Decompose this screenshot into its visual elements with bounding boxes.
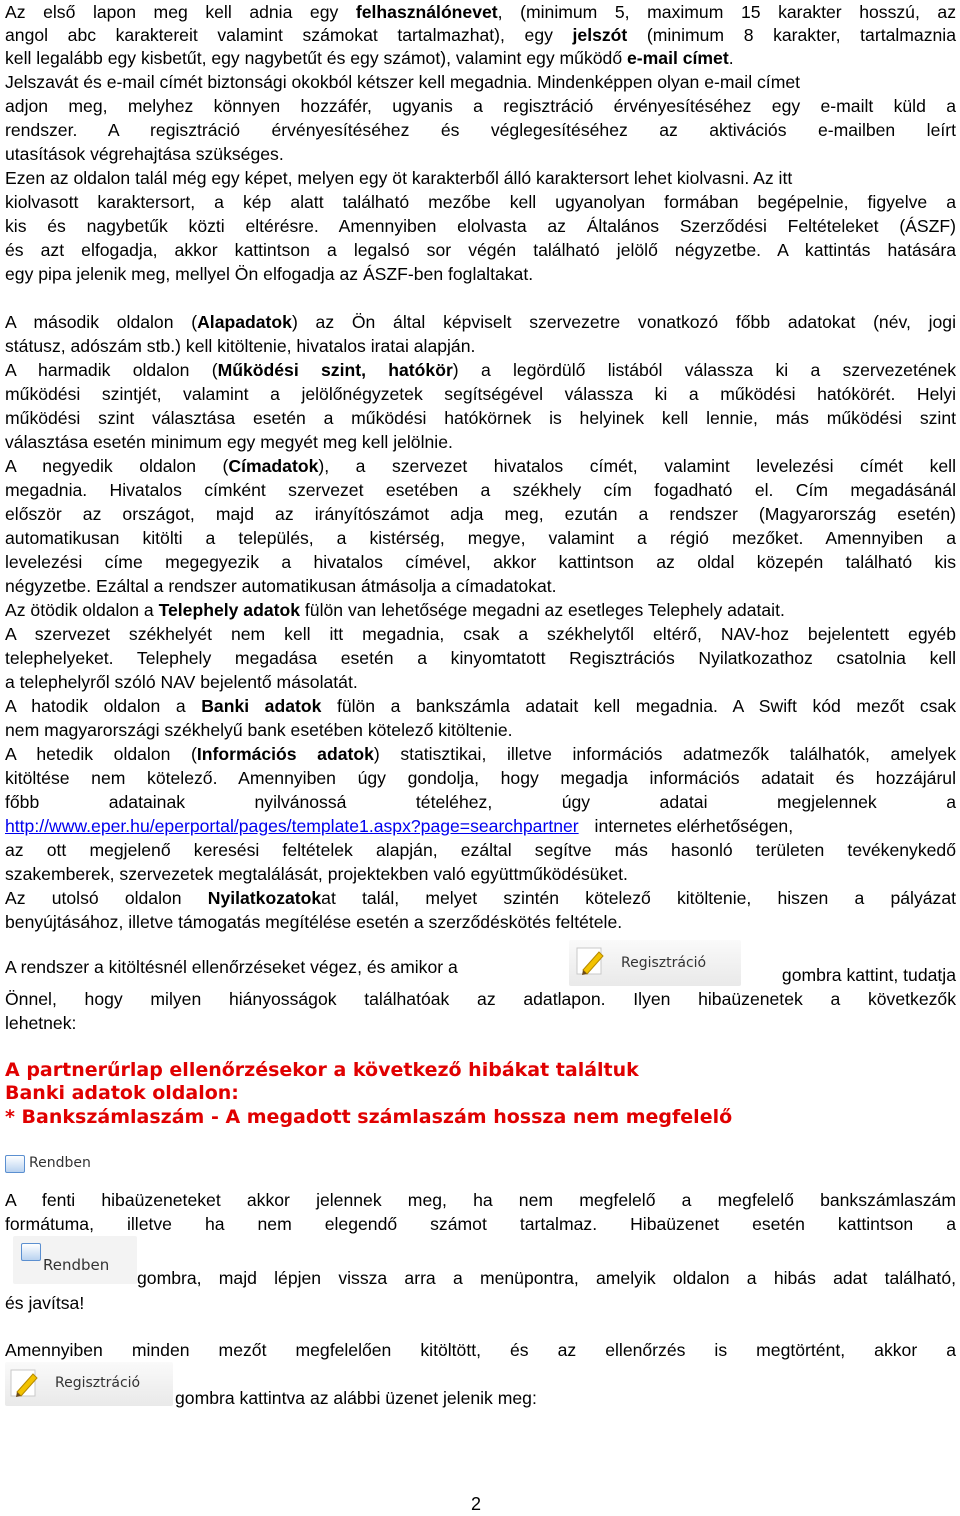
window-icon (21, 1243, 41, 1261)
text-line: levelezési címe megegyezik a hivatalos címével, akkor kattintson az oldal közepén található kis (5, 552, 956, 572)
text-line: gombra, majd lépjen vissza arra a menüpontra, amelyik oldalon a hibás adat található, (137, 1268, 956, 1288)
text-line: benyújtásához, illetve támogatás megítélése esetén a szerződéskötés feltétele. (5, 912, 623, 932)
window-icon (5, 1155, 25, 1173)
ok-button-inline[interactable] (13, 1236, 137, 1284)
pencil-icon (575, 946, 605, 976)
text-line: státusz, adószám stb.) kell kitöltenie, hivatalos iratai alapján. (5, 336, 476, 356)
error-detail: * Bankszámlaszám - A megadott számlaszám hossza nem megfelelő (5, 1106, 733, 1128)
text-line: telephelyeket. Telephely megadása esetén a kinyomtatott Regisztrációs Nyilatkozathoz csatolnia kell (5, 648, 956, 668)
text-line: utasítások végrehajtása szükséges. (5, 144, 284, 164)
text-line: angol abc karaktereit valamint számokat tartalmazhat), egy jelszót (minimum 8 karakter, tartalmaznia (5, 25, 956, 45)
text-line: működési szintjét, valamint a jelölőnégyzetek segítségével válassza ki a működési hatókörét. Helyi (5, 384, 956, 404)
text-line: és javítsa! (5, 1293, 85, 1313)
text-line: egy pipa jelenik meg, mellyel Ön elfogadja az ÁSZF-ben foglaltakat. (5, 264, 534, 284)
text-line: Önnel, hogy milyen hiányosságok találhatóak az adatlapon. Ilyen hibaüzenetek a következők (5, 989, 956, 1009)
text-line: először az országot, majd az irányítószámot adja meg, ezután a rendszer (Magyarország esetén) (5, 504, 956, 524)
text-line: rendszer. A regisztráció érvényesítéséhez és véglegesítéséhez az aktivációs e-mailben leírt (5, 120, 956, 140)
error-message-box (5, 1058, 960, 1134)
registration-button-inline[interactable] (5, 1362, 173, 1406)
registration-button-label: Regisztráció (55, 1375, 141, 1391)
text-line: Amennyiben minden mezőt megfelelően kitöltött, és az ellenőrzés is megtörtént, akkor a (5, 1340, 956, 1360)
text-line: négyzetbe. Ezáltal a rendszer automatikusan átmásolja a címadatokat. (5, 576, 557, 596)
text-line: a telephelyről szóló NAV bejelentő másolatát. (5, 672, 358, 692)
text-line: A rendszer a kitöltésnél ellenőrzéseket végez, és amikor a (5, 957, 458, 977)
text-line: gombra kattint, tudatja (781, 965, 956, 985)
text-line: kell legalább egy kisbetűt, egy nagybetűt és egy számot), valamint egy működő e-mail címet. (5, 48, 734, 68)
text-line: A harmadik oldalon (Működési szint, hatókör) a legördülő listából válassza ki a szervezetének (5, 360, 956, 380)
text-line: A második oldalon (Alapadatok) az Ön által képviselt szervezetre vonatkozó főbb adatokat (név, jogi (5, 312, 956, 332)
text-line: és azt elfogadja, akkor kattintson a legalsó sor végén található jelölő négyzetbe. A kattintás hatására (5, 240, 956, 260)
text-line: szakemberek, szervezetek megtalálását, projektekben való együttműködésüket. (5, 864, 628, 884)
text-line: A fenti hibaüzeneteket akkor jelennek meg, ha nem megfelelő a megfelelő bankszámlaszám (5, 1190, 956, 1210)
text-line: Jelszavát és e-mail címét biztonsági okokból kétszer kell megadnia. Mindenképpen olyan e-mail címet (5, 72, 801, 92)
text-line: Az első lapon meg kell adnia egy felhasználónevet, (minimum 5, maximum 15 karakter hosszú, az (5, 2, 956, 22)
text-line: A hatodik oldalon a Banki adatok fülön a bankszámla adatait kell megadnia. A Swift kód mezőt csak (5, 696, 956, 716)
text-line: A hetedik oldalon (Információs adatok) statisztikai, illetve információs adatmezők találhatók, amelyek (5, 744, 956, 764)
text-line: megadnia. Hivatalos címként szervezet esetében a székhely cím fogadható el. Cím megadásánál (5, 480, 956, 500)
text-line: Ezen az oldalon talál még egy képet, melyen egy öt karakterből álló karaktersort lehet kiolvasni. Az itt (5, 168, 793, 188)
text-line: gombra kattintva az alábbi üzenet jelenik meg: (175, 1388, 537, 1408)
text-line: kitöltése nem kötelező. Amennyiben úgy gondolja, hogy megadja információs adatait és hozzájárul (5, 768, 956, 788)
text-line: Az utolsó oldalon Nyilatkozatokat talál, melyet szintén kötelező kitöltenie, hiszen a pályázat (5, 888, 956, 908)
text-line: A szervezet székhelyét nem kell itt megadnia, csak a székhelytől eltérő, NAV-hoz bejelentett egyéb (5, 624, 956, 644)
text-line: kiolvasott karaktersort, a kép alatt található mezőbe kell ugyanolyan formában begépelnie, figyelve a (5, 192, 956, 212)
text-line: az ott megjelenő keresési feltételek alapján, ezáltal segítve más hasonló területen tevékenykedő (5, 840, 956, 860)
text-line: működési szint választása esetén a működési hatókörnek is helyinek kell lennie, más működési szint (5, 408, 956, 428)
text-line: választása esetén minimum egy megyét meg kell jelölnie. (5, 432, 453, 452)
registration-button-label: Regisztráció (621, 955, 707, 971)
page-number: 2 (471, 1494, 482, 1514)
text-line: formátuma, illetve ha nem elegendő számot tartalmaz. Hibaüzenet esetén kattintson a (5, 1214, 956, 1234)
ok-button-label: Rendben (29, 1155, 91, 1171)
text-line: kis és nagybetűk közti eltérésre. Amennyiben elolvasta az Általános Szerződési Feltételeket (ÁSZF) (5, 216, 956, 236)
text-line: http://www.eper.hu/eperportal/pages/template1.aspx?page=searchpartner internetes elérhetőségen, (5, 816, 794, 836)
ok-button[interactable] (5, 1152, 105, 1176)
eper-link[interactable]: http://www.eper.hu/eperportal/pages/template1.aspx?page=searchpartner (5, 816, 579, 836)
text-line: főbb adatainak nyilvánossá tételéhez, úgy adatai megjelennek a (5, 792, 956, 812)
error-section: Banki adatok oldalon: (5, 1082, 239, 1104)
text-line: Az ötödik oldalon a Telephely adatok fülön van lehetősége megadni az esetleges Telephely adatait. (5, 600, 785, 620)
ok-button-label: Rendben (43, 1256, 110, 1274)
text-line: adjon meg, melyhez könnyen hozzáfér, ugyanis a regisztráció érvényesítéséhez egy e-mailt küld a (5, 96, 956, 116)
registration-button[interactable] (569, 940, 741, 986)
text-line: automatikusan kitölti a település, a kistérség, megye, valamint a régió mezőket. Amennyiben a (5, 528, 956, 548)
text-line: nem magyarországi székhelyű bank esetében kötelező kitöltenie. (5, 720, 513, 740)
pencil-icon (9, 1368, 39, 1398)
text-line: lehetnek: (5, 1013, 77, 1033)
text-line: A negyedik oldalon (Címadatok), a szervezet hivatalos címét, valamint levelezési címét kell (5, 456, 956, 476)
error-title: A partnerűrlap ellenőrzésekor a következő hibákat találtuk (5, 1059, 639, 1081)
